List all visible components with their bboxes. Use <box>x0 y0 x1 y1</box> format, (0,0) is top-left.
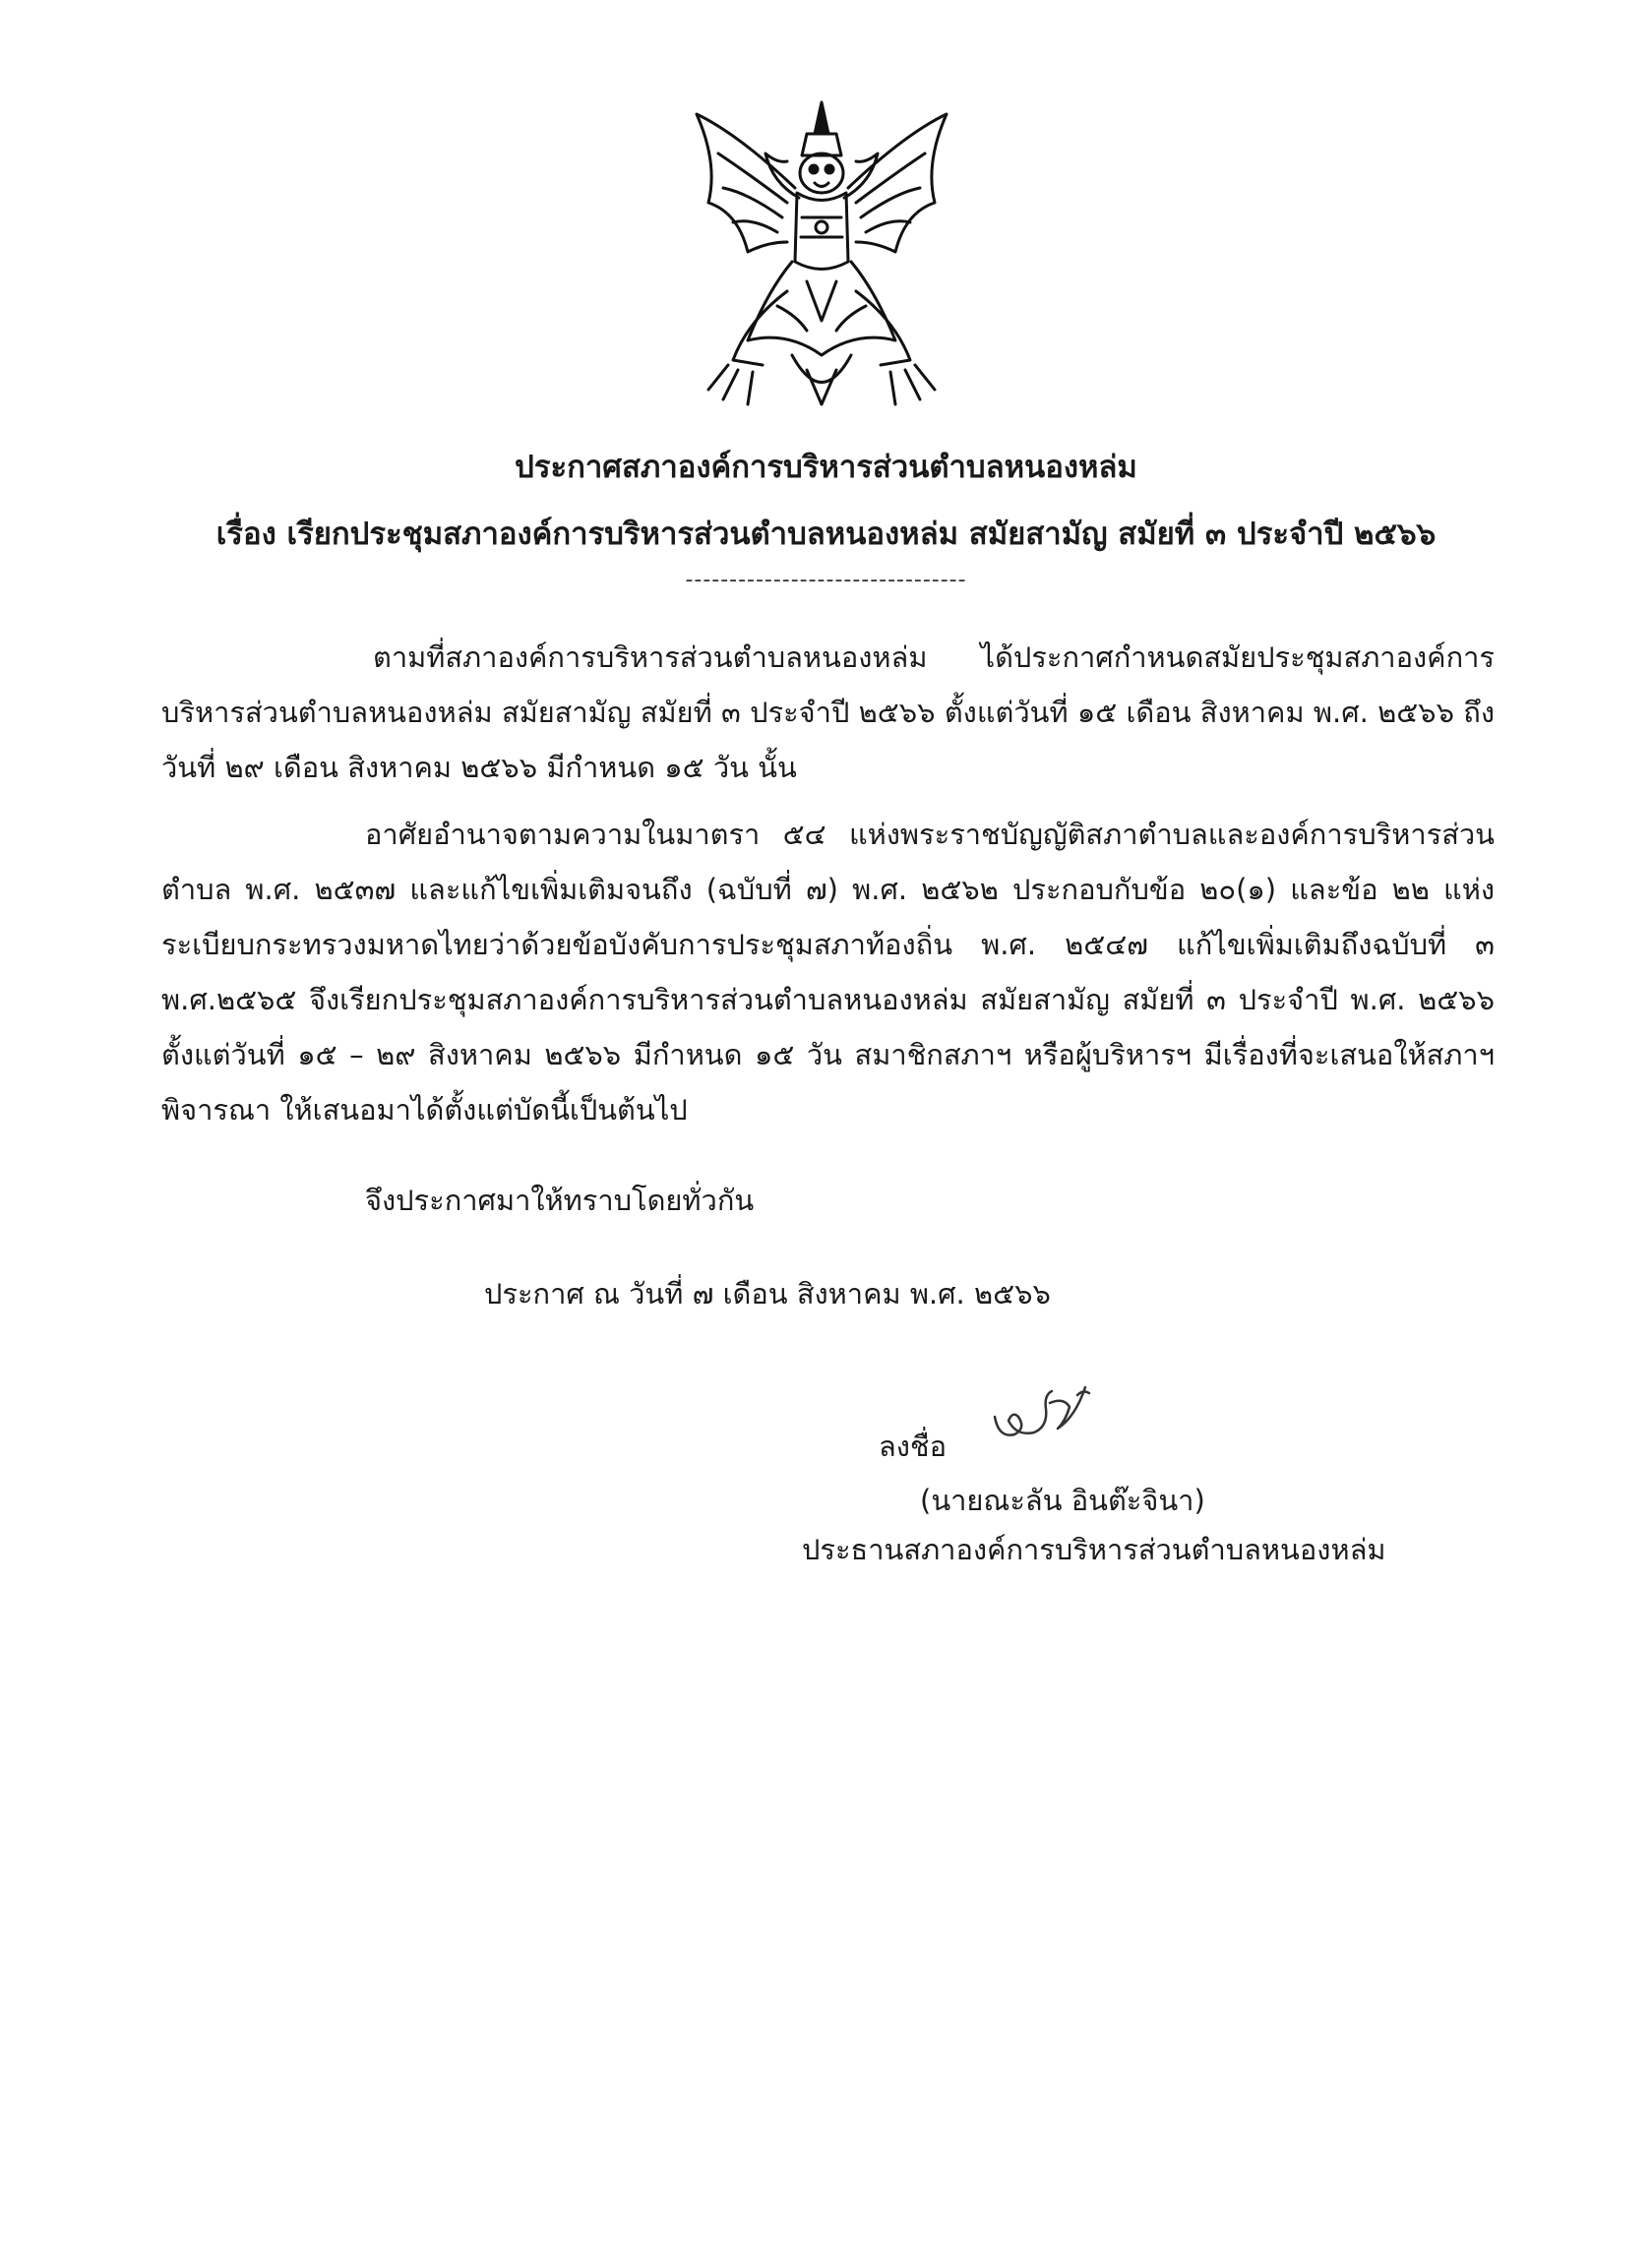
announcement-subject: เรื่อง เรียกประชุมสภาองค์การบริหารส่วนตำบลหนองหล่ม สมัยสามัญ สมัยที่ ๓ ประจำปี ๒๕๖๖ <box>215 517 1437 552</box>
signer-name: (นายณะลัน อินต๊ะจินา) <box>920 1484 1205 1517</box>
paragraph-1: ตามที่สภาองค์การบริหารส่วนตำบลหนองหล่ม ได้ประกาศกำหนดสมัยประชุมสภาองค์การบริหารส่วนตำบลหนองหล่ม สมัยสามัญ สมัยที่ ๓ ประจำปี ๒๕๖๖ ตั้งแต่วันที่ ๑๕ เดือน สิงหาคม พ.ศ. ๒๕๖๖ ถึงวันที่ ๒๙ เดือน สิงหาคม ๒๕๖๖ มีกำหนด ๑๕ วัน นั้น <box>161 640 1495 784</box>
announcement-date: ประกาศ ณ วันที่ ๗ เดือน สิงหาคม พ.ศ. ๒๕๖๖ <box>484 1277 1051 1310</box>
signature-label: ลงชื่อ <box>879 1430 948 1463</box>
signer-position: ประธานสภาองค์การบริหารส่วนตำบลหนองหล่ม <box>802 1533 1386 1566</box>
title-divider: -------------------------------- <box>685 568 967 592</box>
garuda-emblem-icon <box>679 94 964 424</box>
announcement-title: ประกาศสภาองค์การบริหารส่วนตำบลหนองหล่ม <box>515 450 1137 485</box>
handwritten-signature-icon <box>987 1377 1095 1456</box>
paragraph-2: อาศัยอำนาจตามความในมาตรา ๕๔ แห่งพระราชบัญญัติสภาตำบลและองค์การบริหารส่วนตำบล พ.ศ. ๒๕๓๗ และแก้ไขเพิ่มเติมจนถึง (ฉบับที่ ๗) พ.ศ. ๒๕๖๒ ประกอบกับข้อ ๒๐(๑) และข้อ ๒๒ แห่งระเบียบกระทรวงมหาดไทยว่าด้วยข้อบังคับการประชุมสภาท้องถิ่น พ.ศ. ๒๕๔๗ แก้ไขเพิ่มเติมถึงฉบับที่ ๓ พ.ศ.๒๕๖๕ จึงเรียกประชุมสภาองค์การบริหารส่วนตำบลหนองหล่ม สมัยสามัญ สมัยที่ ๓ ประจำปี พ.ศ. ๒๕๖๖ ตั้งแต่วันที่ ๑๕ – ๒๙ สิงหาคม ๒๕๖๖ มีกำหนด ๑๕ วัน สมาชิกสภาฯ หรือผู้บริหารฯ มีเรื่องที่จะเสนอให้สภาฯ พิจารณา ให้เสนอมาได้ตั้งแต่บัดนี้เป็นต้นไป <box>161 818 1495 1127</box>
paragraph-3: จึงประกาศมาให้ทราบโดยทั่วกัน <box>365 1184 755 1217</box>
